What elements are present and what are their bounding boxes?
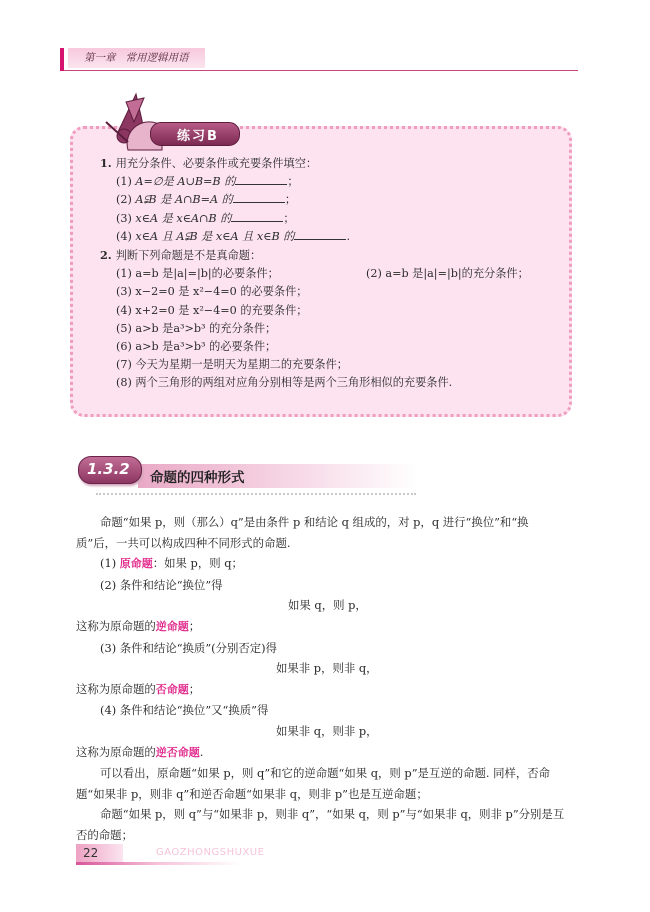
q2-item — [100, 283, 570, 301]
item-end: ； — [287, 175, 299, 189]
section-dotted-rule — [96, 493, 416, 495]
item-end: ； — [283, 211, 295, 225]
section-number-pill — [78, 456, 142, 484]
question-stem: 用充分条件、必要条件或充要条件填空： — [115, 157, 318, 170]
item-text: a=b 是|a|=|b|的必要条件； — [135, 267, 279, 281]
item-label: (1) — [116, 175, 132, 189]
page-number: 22 — [76, 844, 123, 862]
term-converse: 逆命题 — [155, 619, 189, 633]
definition-lead: 这称为原命题的 — [76, 618, 156, 633]
q2-item — [100, 320, 570, 338]
form-3: (3) 条件和结论“换质”(分别否定)得 — [100, 640, 277, 655]
item-text: a>b 是a³>b³ 的充分条件； — [135, 321, 277, 335]
item-text: a>b 是a³>b³ 的必要条件； — [135, 340, 277, 354]
item-label: (8) — [116, 376, 132, 390]
q2-item — [116, 265, 366, 283]
page-footer — [76, 844, 265, 866]
formula-contrapositive: 如果非 q，则非 p， — [276, 723, 378, 738]
footer-rule — [76, 862, 241, 865]
item-label: (4) — [116, 229, 132, 243]
item-label: (1) — [116, 267, 132, 281]
item-text: 今天为星期一是明天为星期二的充要条件； — [135, 358, 348, 372]
item-text: x∈A 且 A⫋B 是 x∈A 且 x∈B 的 — [135, 229, 295, 243]
definition-end: ； — [188, 618, 201, 633]
mutual-inverse-paragraph: 可以看出，原命题“如果 p，则 q”和它的逆命题“如果 q，则 p”是互逆的命题. 同样，否命题“如果非 p，则非 q”和逆否命题“如果非 q，则非 p”也是互逆命题； — [76, 766, 551, 801]
chapter-tab — [68, 48, 205, 68]
item-label: (3) — [116, 285, 132, 299]
item-text: x−2=0 是 x²−4=0 的必要条件； — [135, 285, 308, 299]
item-label: (3) — [116, 211, 132, 225]
formula-converse: 如果 q，则 p， — [288, 598, 367, 613]
answer-blank[interactable] — [233, 191, 285, 203]
item-label: (2) — [116, 193, 132, 207]
q1-item — [100, 210, 570, 228]
q2-item — [100, 302, 570, 320]
footer-brand: GAOZHONGSHUXUE — [156, 847, 265, 858]
form-label: (1) — [100, 556, 120, 571]
answer-blank[interactable] — [231, 210, 283, 222]
intro-paragraph: 命题“如果 p，则（那么）q”是由条件 p 和结论 q 组成的，对 p，q 进行“换位”和“换质”后，一共可以构成四种不同形式的命题. — [76, 515, 529, 550]
definition-lead: 这称为原命题的 — [76, 744, 156, 759]
item-text: a=b 是|a|=|b|的充分条件； — [385, 267, 529, 281]
item-text: x+2=0 是 x²−4=0 的充要条件； — [135, 303, 308, 317]
term-original-proposition: 原命题 — [119, 557, 153, 571]
term-inverse: 否命题 — [155, 682, 189, 696]
item-text: 两个三角形的两组对应角分别相等是两个三角形相似的充要条件. — [135, 376, 453, 390]
definition-lead: 这称为原命题的 — [76, 681, 156, 696]
exercise-badge — [98, 92, 238, 152]
question-2 — [100, 246, 570, 265]
item-end: ； — [284, 193, 297, 207]
section-title: 命题的四种形式 — [150, 470, 245, 486]
chapter-label: 第一章 — [84, 52, 116, 64]
item-label: (5) — [116, 321, 132, 335]
exercise-title: 练习B — [177, 129, 219, 144]
question-number: 2. — [100, 248, 112, 263]
q1-item — [100, 173, 570, 191]
form-text: ：如果 p，则 q； — [152, 556, 243, 571]
formula-inverse: 如果非 p，则非 q， — [276, 661, 378, 676]
q1-item — [100, 228, 570, 246]
body-text — [76, 512, 568, 846]
form-2: (2) 条件和结论“换位”得 — [100, 577, 223, 592]
item-end: . — [346, 229, 351, 243]
section-header — [78, 456, 418, 498]
header-accent-bar — [60, 48, 64, 71]
exercise-pill — [150, 122, 240, 146]
question-number: 1. — [100, 156, 112, 170]
inverse-definition — [76, 679, 568, 701]
item-label: (6) — [116, 340, 132, 354]
item-text: A=∅是 A∪B=B 的 — [135, 175, 236, 189]
q2-item — [366, 265, 529, 283]
section-number: 1.3.2 — [87, 460, 130, 478]
item-text: A⫋B 是 A∩B=A 的 — [135, 193, 233, 207]
section-title-band — [138, 464, 418, 488]
question-1 — [100, 154, 570, 173]
item-label: (7) — [116, 358, 132, 372]
exercise-list — [100, 154, 570, 393]
form-4: (4) 条件和结论“换位”又“换质”得 — [100, 703, 269, 718]
converse-definition — [76, 616, 568, 638]
question-stem: 判断下列命题是不是真命题： — [115, 249, 262, 263]
q2-item — [100, 338, 570, 356]
q2-row — [100, 265, 570, 283]
term-contrapositive: 逆否命题 — [155, 745, 200, 759]
contrapositive-definition — [76, 742, 568, 764]
form-1 — [76, 553, 568, 575]
definition-end: ； — [188, 681, 201, 696]
answer-blank[interactable] — [235, 173, 287, 185]
item-label: (4) — [116, 303, 132, 317]
q2-item — [100, 374, 570, 392]
item-label: (2) — [366, 267, 382, 281]
q2-item — [100, 356, 570, 374]
answer-blank[interactable] — [294, 228, 346, 240]
mutual-negation-paragraph: 命题“如果 p，则 q”与“如果非 p，则非 q”，“如果 q，则 p”与“如果非 q，则非 p”分别是互否的命题； — [76, 807, 565, 842]
item-text: x∈A 是 x∈A∩B 的 — [135, 211, 232, 225]
q1-item — [100, 191, 570, 209]
definition-end: . — [199, 744, 204, 759]
running-header — [60, 48, 578, 71]
chapter-title: 常用逻辑用语 — [125, 52, 189, 64]
